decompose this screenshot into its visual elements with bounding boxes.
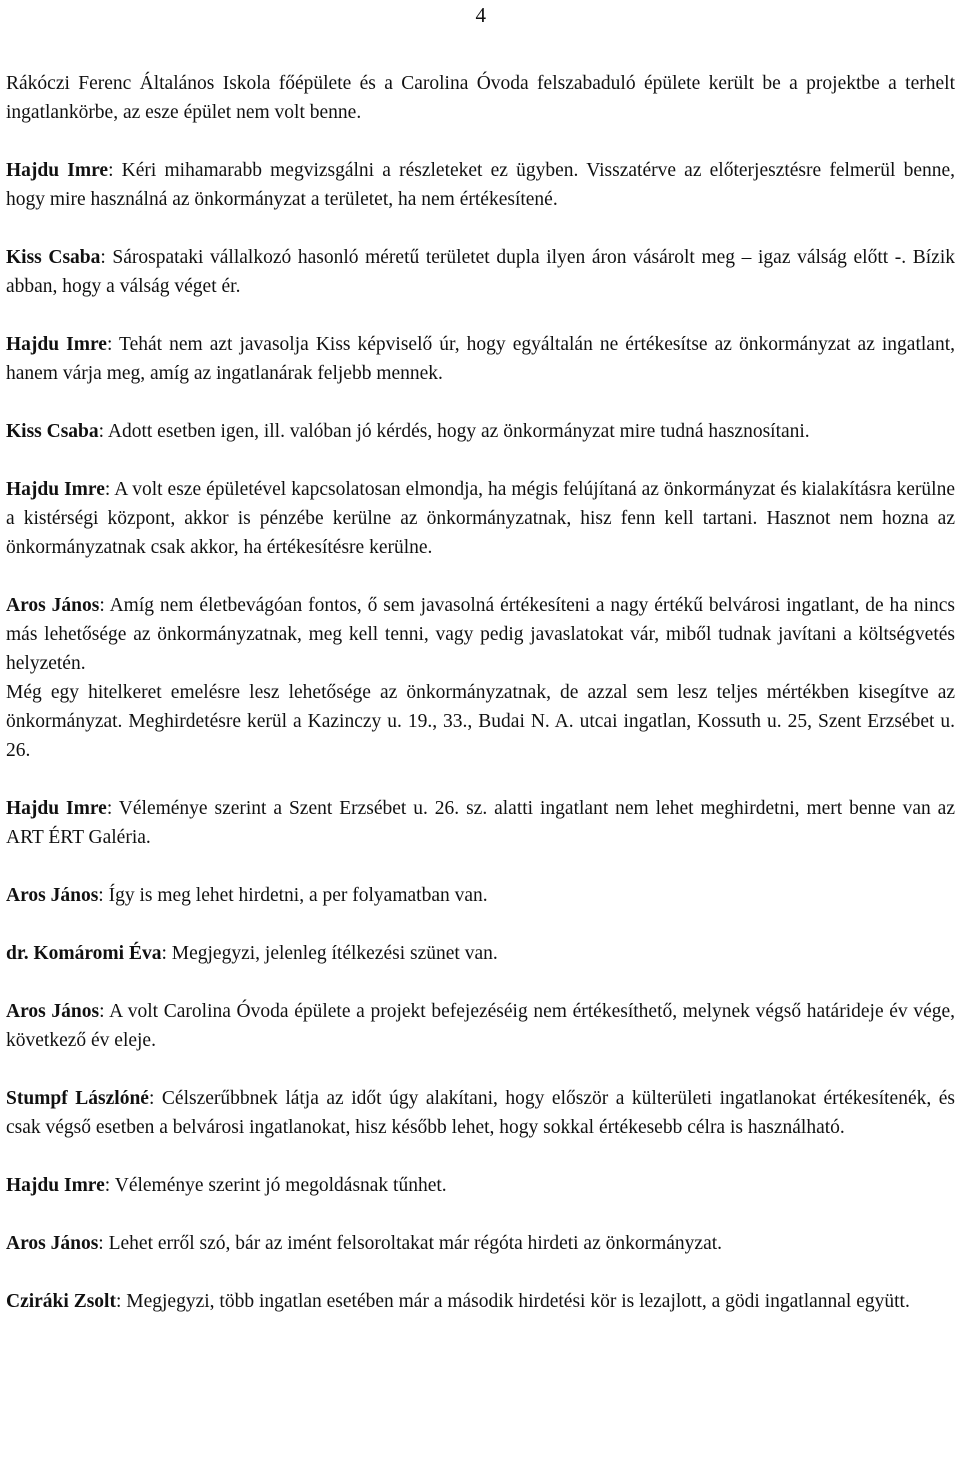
speaker-name: Hajdu Imre: [6, 160, 109, 181]
speaker-separator: :: [98, 421, 108, 442]
speaker-name: dr. Komáromi Éva: [6, 943, 162, 964]
paragraph-text: Megjegyzi, jelenleg ítélkezési szünet van.: [171, 943, 498, 964]
speaker-name: Cziráki Zsolt: [6, 1291, 116, 1312]
speaker-separator: :: [99, 595, 110, 616]
paragraph-text: Adott esetben igen, ill. valóban jó kérdés, hogy az önkormányzat mire tudná hasznosítani.: [107, 421, 810, 442]
speaker-separator: :: [161, 943, 172, 964]
paragraph-text: A volt Carolina Óvoda épülete a projekt befejezéséig nem értékesíthető, melynek végső határideje év vége, következő év eleje.: [6, 1001, 956, 1051]
speaker-separator: :: [104, 479, 115, 500]
speaker-paragraph: [6, 1287, 955, 1316]
speaker-paragraph: [6, 1084, 955, 1142]
minutes-body: [6, 69, 955, 1345]
speaker-name: Kiss Csaba: [6, 247, 101, 268]
speaker-name: Hajdu Imre: [6, 1175, 105, 1196]
speaker-name: Aros János: [6, 595, 100, 616]
speaker-name: Hajdu Imre: [6, 479, 105, 500]
paragraph-text: A volt esze épületével kapcsolatosan elmondja, ha mégis felújítaná az önkormányzat és kialakításra kerülne a kistérségi központ, akkor is pénzébe kerülne az önkormányzatnak, hisz fenn kell tartani. Hasznot nem hozna az önkormányzatnak csak akkor, ha értékesítésre kerülne.: [6, 479, 955, 558]
speaker-name: Kiss Csaba: [6, 421, 99, 442]
speaker-paragraph: [6, 156, 955, 214]
speaker-paragraph: [6, 1229, 955, 1258]
speaker-separator: :: [106, 798, 119, 819]
speaker-paragraph: [6, 417, 955, 446]
speaker-name: Aros János: [6, 1233, 99, 1254]
paragraph-text: Tehát nem azt javasolja Kiss képviselő úr, hogy egyáltalán ne értékesítse az önkormányzat az ingatlant, hanem várja meg, amíg az ingatlanárak feljebb mennek.: [6, 334, 955, 384]
paragraph-text: Amíg nem életbevágóan fontos, ő sem javasolná értékesíteni a nagy értékű belvárosi ingatlant, de ha nincs más lehetősége az önkormányzatnak, meg kell tenni, vagy pedig javaslatokat vár, miből tudnak javítani a költségvetés helyzetén.: [6, 595, 955, 674]
speaker-paragraph: [6, 243, 955, 301]
text-paragraph: [6, 69, 955, 127]
speaker-name: Aros János: [6, 885, 99, 906]
text-paragraph: [6, 678, 955, 765]
speaker-separator: :: [100, 247, 113, 268]
paragraph-text: Lehet erről szó, bár az imént felsoroltakat már régóta hirdeti az önkormányzat.: [108, 1233, 723, 1254]
speaker-separator: :: [99, 1001, 110, 1022]
speaker-paragraph: [6, 939, 955, 968]
page-number: 4: [475, 3, 486, 27]
paragraph-text: Így is meg lehet hirdetni, a per folyamatban van.: [108, 885, 488, 906]
speaker-separator: :: [106, 334, 120, 355]
paragraph-text: Megjegyzi, több ingatlan esetében már a második hirdetési kör is lezajlott, a gödi ingatlannal együtt.: [126, 1291, 910, 1312]
speaker-paragraph: [6, 1171, 955, 1200]
speaker-paragraph: [6, 330, 955, 388]
speaker-name: Hajdu Imre: [6, 334, 107, 355]
paragraph-text: Rákóczi Ferenc Általános Iskola főépülete és a Carolina Óvoda felszabaduló épülete került be a projektbe a terhelt ingatlankörbe, az esze épület nem volt benne.: [6, 73, 955, 123]
paragraph-text: Sárospataki vállalkozó hasonló méretű területet dupla ilyen áron vásárolt meg – igaz válság előtt -. Bízik abban, hogy a válság véget ér.: [6, 247, 955, 297]
speaker-separator: :: [98, 1233, 109, 1254]
speaker-separator: :: [148, 1088, 162, 1109]
speaker-paragraph: [6, 794, 955, 852]
speaker-name: Hajdu Imre: [6, 798, 107, 819]
paragraph-text: Véleménye szerint jó megoldásnak tűnhet.: [114, 1175, 447, 1196]
paragraph-text: Kéri mihamarabb megvizsgálni a részleteket ez ügyben. Visszatérve az előterjesztésre felmerül benne, hogy mire használná az önkormányzat a területet, ha nem értékesítené.: [6, 160, 955, 210]
speaker-paragraph: [6, 591, 955, 678]
speaker-separator: :: [98, 885, 109, 906]
speaker-separator: :: [108, 160, 122, 181]
paragraph-text: Még egy hitelkeret emelésre lesz lehetősége az önkormányzatnak, de azzal sem lesz teljes mértékben kisegítve az önkormányzat. Meghirdetésre kerül a Kazinczy u. 19., 33., Budai N. A. utcai ingatlan, Kossuth u. 25, Szent Erzsébet u. 26.: [6, 682, 955, 761]
speaker-paragraph: [6, 881, 955, 910]
speaker-name: Aros János: [6, 1001, 100, 1022]
paragraph-text: Véleménye szerint a Szent Erzsébet u. 26. sz. alatti ingatlant nem lehet meghirdetni, mert benne van az ART ÉRT Galéria.: [6, 798, 955, 848]
speaker-separator: :: [115, 1291, 127, 1312]
speaker-name: Stumpf Lászlóné: [6, 1088, 149, 1109]
paragraph-text: Célszerűbbnek látja az időt úgy alakítani, hogy először a külterületi ingatlanokat értékesítenék, és csak végső esetben a belvárosi ingatlanokat, hisz később lehet, hogy sokkal értékesebb célra is használható.: [6, 1088, 956, 1138]
speaker-separator: :: [104, 1175, 115, 1196]
speaker-paragraph: [6, 997, 955, 1055]
speaker-paragraph: [6, 475, 955, 562]
